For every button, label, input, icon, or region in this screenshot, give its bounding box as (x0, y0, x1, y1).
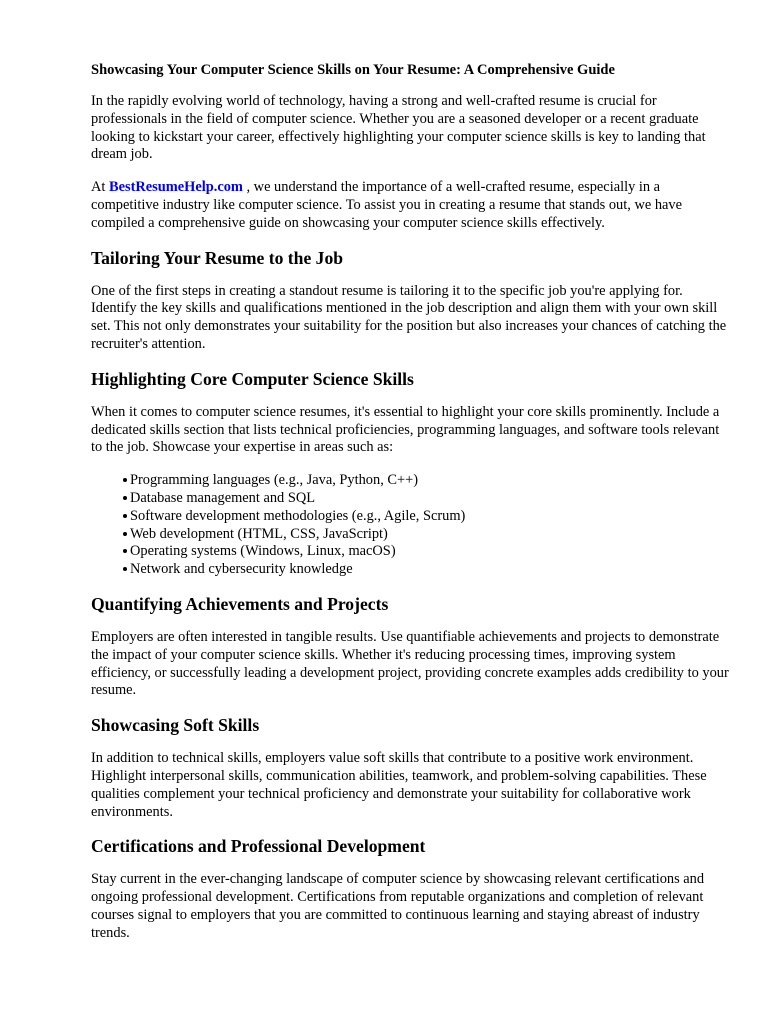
document-page (91, 61, 731, 958)
section-body-core-skills: When it comes to computer science resumes, it's essential to highlight your core skills prominently. Include a dedicated skills section that lists technical proficiencies, programming languages, and software tools relevant to the job. Showcase your expertise in areas such as: (91, 403, 720, 456)
skills-list (91, 472, 731, 579)
skills-list-item (123, 472, 731, 490)
section-body-achievements: Employers are often interested in tangible results. Use quantifiable achievements and projects to demonstrate the impact of your computer science skills. Whether it's reducing processing times, improving system efficiency, or successfully leading a development project, providing concrete examples adds credibility to your resume. (91, 628, 729, 699)
document-title: Showcasing Your Computer Science Skills on Your Resume: A Comprehensive Guide (91, 62, 615, 78)
company-paragraph (91, 179, 731, 232)
company-paragraph-suffix: , we understand the importance of a well-crafted resume, especially in a competitive industry like computer science. To assist you in creating a resume that stands out, we have compiled a comprehensive guide on showcasing your computer science skills effectively. (91, 179, 682, 231)
bullet-icon (123, 532, 127, 536)
skills-list-item-text: Web development (HTML, CSS, JavaScript) (130, 525, 388, 542)
company-paragraph-prefix: At (91, 179, 109, 196)
section-body-tailoring: One of the first steps in creating a standout resume is tailoring it to the specific job you're applying for. Identify the key skills and qualifications mentioned in the job description and align them with your own skill set. This not only demonstrates your suitability for the position but also increases your chances of catching the recruiter's attention. (91, 282, 727, 352)
section-body-soft-skills: In addition to technical skills, employers value soft skills that contribute to a positive work environment. Highlight interpersonal skills, communication abilities, teamwork, and problem-solving capabilities. These qualities complement your technical proficiency and demonstrate your suitability for collaborative work environments. (91, 750, 707, 820)
section-heading-achievements: Quantifying Achievements and Projects (91, 593, 389, 614)
company-link[interactable]: BestResumeHelp.com (109, 179, 243, 196)
skills-list-item-text: Network and cybersecurity knowledge (130, 561, 353, 578)
section-heading-core-skills: Highlighting Core Computer Science Skills (91, 368, 414, 389)
intro-paragraph: In the rapidly evolving world of technology, having a strong and well-crafted resume is crucial for professionals in the field of computer science. Whether you are a seasoned developer or a recent graduate looking to kickstart your career, effectively highlighting your computer science skills is key to landing that dream job. (91, 93, 706, 163)
bullet-icon (123, 478, 127, 482)
bullet-icon (123, 549, 127, 553)
skills-list-item (123, 508, 731, 526)
skills-list-item-text: Database management and SQL (130, 489, 316, 506)
bullet-icon (123, 567, 127, 571)
skills-list-item-text: Programming languages (e.g., Java, Python, C++) (130, 472, 419, 489)
section-heading-certifications: Certifications and Professional Development (91, 836, 426, 857)
section-heading-tailoring: Tailoring Your Resume to the Job (91, 247, 344, 268)
skills-list-item (123, 543, 731, 561)
section-heading-soft-skills: Showcasing Soft Skills (91, 715, 260, 736)
skills-list-item-text: Software development methodologies (e.g., Agile, Scrum) (130, 507, 466, 524)
bullet-icon (123, 514, 127, 518)
skills-list-item (123, 526, 731, 544)
skills-list-item-text: Operating systems (Windows, Linux, macOS) (130, 543, 396, 560)
bullet-icon (123, 496, 127, 500)
skills-list-item (123, 490, 731, 508)
skills-list-item (123, 561, 731, 579)
section-body-certifications: Stay current in the ever-changing landscape of computer science by showcasing relevant certifications and ongoing professional development. Certifications from reputable organizations and completion of relevant courses signal to employers that you are committed to continuous learning and staying abreast of industry trends. (91, 871, 705, 941)
